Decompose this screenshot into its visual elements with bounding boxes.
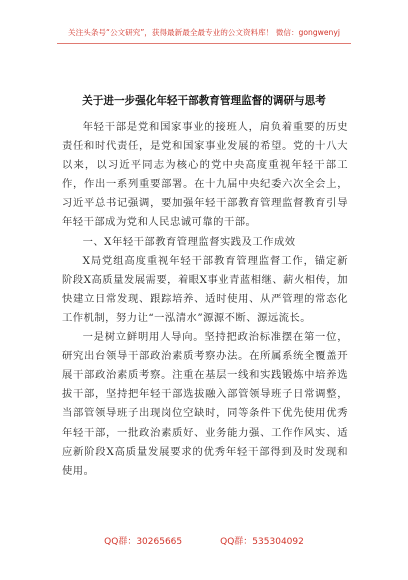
paragraph-overview: X局党组高度重视年轻干部教育管理监督工作，锚定新阶段X高质量发展需要，着眼X事业青蓝相继、薪火相传，加快建立日常发现、跟踪培养、适时使用、从严管理的常态化工作机制，努力让“一泓清水”源源不断、源远流长。 (62, 254, 348, 324)
footer-qq-group-2: QQ群：535304092 (220, 537, 304, 547)
document-title: 关于进一步强化年轻干部教育管理监督的调研与思考 (82, 95, 326, 107)
footer-contacts (0, 534, 408, 547)
document-body (62, 118, 348, 481)
section-heading: 一、X年轻干部教育管理监督实践及工作成效 (82, 235, 296, 248)
paragraph-point-one: 一是树立鲜明用人导向。坚持把政治标准摆在第一位，研究出台领导干部政治素质考察办法。在所属系统全覆盖开展干部政治素质考察。注重在基层一线和实践锻炼中培养选拔干部，坚持把年轻干部选拔融入部管领导班子日常调整，当部管领导班子出现岗位空缺时，同等条件下优先使用优秀年轻干部，一批政治素质好、业务能力强、工作作风实、适应新阶段X高质量发展要求的优秀年轻干部得到及时发现和使用。 (62, 331, 348, 477)
footer-qq-group-1: QQ群：30265665 (104, 537, 183, 547)
header-banner: 关注头条号“公文研究”，获得最新最全最专业的公文资料库！ 微信：gongwenyj (68, 28, 340, 37)
paragraph-intro: 年轻干部是党和国家事业的接班人，肩负着重要的历史责任和时代责任，是党和国家事业发展的希望。党的十八大以来，以习近平同志为核心的党中央高度重视年轻干部工作，作出一系列重要部署。在十九届中央纪委六次全会上，习近平总书记强调，要加强年轻干部教育管理监督教育引导年轻干部成为党和人民忠诚可靠的干部。 (62, 121, 348, 229)
header-divider (57, 43, 351, 44)
